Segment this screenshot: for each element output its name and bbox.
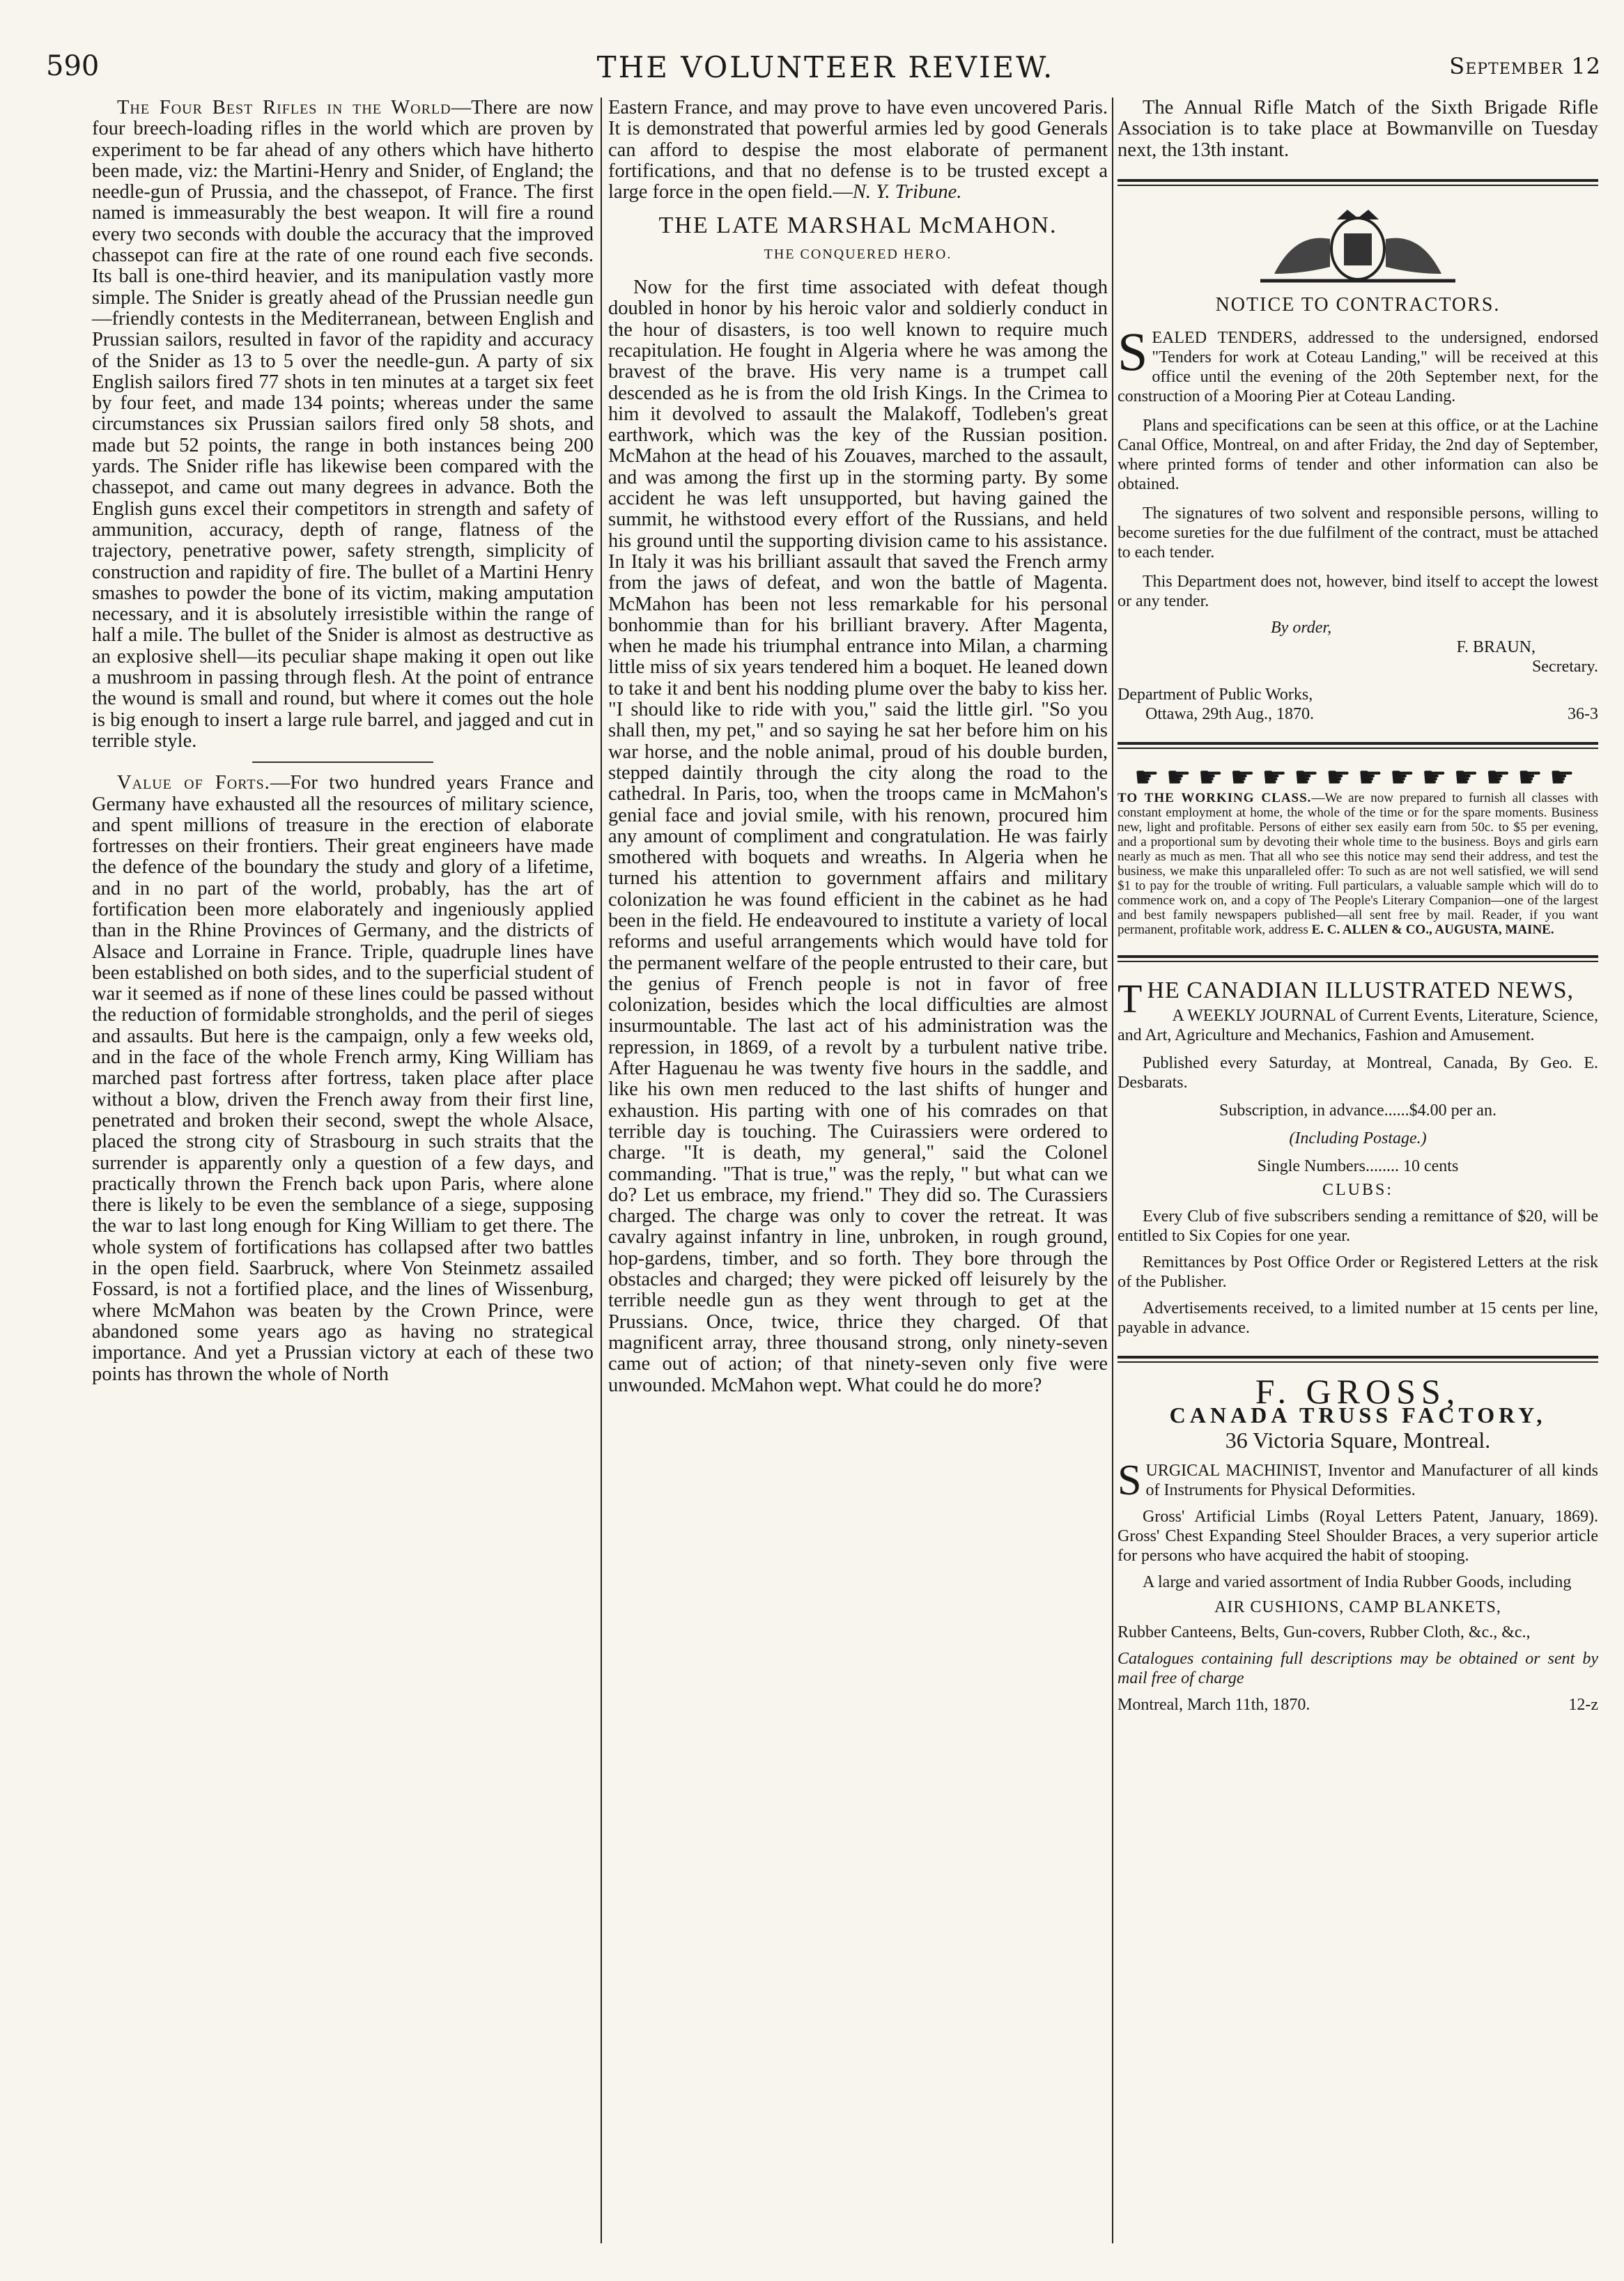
notice-p1-text: EALED TENDERS, addressed to the undersigned, endorsed "Tenders for work at Coteau Landing," will be received at this office until the evening of the 20th September next, for the construction of a Mooring Pier at Coteau Landing. — [1118, 329, 1598, 406]
article-rifles-heading: The Four Best Rifles in the World — [117, 97, 451, 118]
cin-published: Published every Saturday, at Montreal, Canada, By Geo. E. Desbarats. — [1118, 1053, 1598, 1092]
gross-dropcap: S — [1118, 1456, 1142, 1504]
cin-postage: (Including Postage.) — [1289, 1129, 1427, 1147]
mcmahon-body: Now for the first time associated with defeat though doubled in honor by his heroic valor and soldierly conduct in the hour of disasters, is too well known to require much recapitulation. He fought in Algeria where he was among the bravest of the brave. His very name is a trumpet call descended as he is from the old Irish Kings. In the Crimea to him it devolved to assault the Malakoff, Todleben's great earthwork, which was the key of the Russian position. McMahon at the head of his Zouaves, marched to the assault, and was among the first up in the storming party. By some accident he was left unsupported, but having gained the summit, he withstood every effort of the Russians, and held his ground until the supporting division came to his assistance. In Italy it was his brilliant assault that saved the French army from the jaws of defeat, and won the battle of Magenta. McMahon has been not less remarkable for his personal bonhommie than for his brilliant bravery. After Magenta, when he made his triumphal entrance into Milan, a charming little miss of six years tendered him a boquet. He leaned down to take it and bent his nodding plume over the baby to kiss her. "I should like to ride with you," said the little girl. "So you shall then, my pet," and so saying he sat her before him on his war horse, and the noble animal, proud of his double burden, stepped daintily through the city along the road to the cathedral. In Paris, too, when the troops came in McMahon's genial face and jovial smile, with his renown, procured him any amount of compliment and congratulation. He was fairly smothered with boquets and wreaths. In Algeria when he turned his attention to government affairs and military colonization he was found efficient in the cabinet as he had been in the field. He endeavoured to institute a variety of local reforms and useful arrangements which would have told for the permanent welfare of the people entrusted to their care, but the genius of French people is not in favor of free colonization, besides which the local difficulties are almost insurmountable. The last act of his administration was the repression, in 1869, of a revolt by a turbulent native tribe. After Haguenau he was twenty five hours in the saddle, and like his own men reduced to the last shifts of hunger and exhaustion. His parting with one of his comrades on that terrible day is touching. The Cuirassiers were ordered to charge. "It is death, my general," said the Colonel commanding. "That is true," was the reply, " but what can we do? Let us embrace, my friend." They did so. The Curassiers charged. The charge was only to cover the retreat. It was cavalry against infantry in line, unbroken, in rough ground, hop-gardens, timber, and so forth. They bore through the obstacles and charged; they were picked off leisurely by the terrible needle gun as they went through to get at the Prussians. Once, twice, thrice they charged. Of that magnificent array, three thousand strong, only ninety-seven came out of action; of that ninety-seven only five were unwounded. McMahon wept. What could he do more? — [608, 277, 1108, 1396]
gross-ad — [1118, 1456, 1598, 1715]
cin-dropcap: T — [1118, 976, 1143, 1022]
cin-subscription: Subscription, in advance......$4.00 per an. — [1219, 1101, 1497, 1120]
cin-description: A WEEKLY JOURNAL of Current Events, Literature, Science, and Art, Agriculture and Mechanics, Fashion and Amusement. — [1118, 1006, 1598, 1044]
notice-signer-title: Secretary. — [1531, 658, 1598, 676]
working-class-body: —We are now prepared to furnish all classes with constant employment at home, the whole of the time or for the spare moments. Business new, light and profitable. Persons of either sex easily earn from 50c. to $5 per evening, and a proportional sum by devoting their whole time to the business. Boys and girls earn nearly as much as men. That all who see this notice may send their address, and test the business, we make this unparalleled offer: To such as are not well satisfied, we will send $1 to pay for the trouble of writing. Full particulars, a valuable sample which will do to commence work on, and a copy of The People's Literary Companion—one of the largest and best family newspapers published—all sent free by mail. Reader, if you want permanent, profitable work, address — [1118, 791, 1599, 938]
section-divider-3 — [1118, 955, 1598, 962]
column-three — [1118, 98, 1598, 1715]
clubs-title: CLUBS: — [1322, 1180, 1394, 1199]
notice-date-text: Ottawa, 29th Aug., 1870. — [1145, 705, 1314, 724]
notice-code: 36-3 — [1568, 705, 1598, 724]
notice-paragraph-1 — [1118, 321, 1598, 406]
gross-paragraph-5: Rubber Canteens, Belts, Gun-covers, Rubber Cloth, &c., &c., — [1118, 1623, 1531, 1641]
notice-order: By order, — [1271, 619, 1332, 637]
royal-crest-icon — [1232, 204, 1483, 288]
column-rule-right — [1112, 98, 1113, 2243]
notice-paragraph-2: Plans and specifications can be seen at this office, or at the Lachine Canal Office, Montreal, on and after Friday, the 2nd day of September, where printed forms of tender and other information can also be obtained. — [1118, 417, 1598, 494]
gross-catalogue: Catalogues containing full descriptions may be obtained or sent by mail free of charge — [1118, 1649, 1598, 1687]
gross-paragraph-3: A large and varied assortment of India Rubber Goods, including — [1143, 1572, 1572, 1591]
article-forts-body: —For two hundred years France and Germany have exhausted all the resources of military science, and spent millions of treasure in the erection of elaborate fortresses on their frontiers. Their great engineers have made the defence of the boundary the study and glory of a lifetime, and in no part of the world, probably, has the art of fortification been more elaborately and ingeniously applied than in the Rhine Provinces of Germany, and the districts of Alsace and Lorraine in France. Triple, quadruple lines have been established on both sides, and to the superficial student of war it seemed as if none of these lines could be passed without the reduction of formidable strongholds, and the peril of sieges and assaults. But here is the campaign, only a few weeks old, and in the face of the whole French army, King William has marched past fortress after fortress, taken place after place without a blow, driven the French away from their first line, penetrated and broken their second, swept the whole Alsace, placed the strong city of Strasbourg in such straits that the surrender is apparently only a question of a few days, and practically thrown the French back upon Paris, where alone there is likely to be even the semblance of a siege, supposing the war to last long enough for King William to get there. The whole system of fortifications has collapsed after two battles in the open field. Saarbruck, where Von Steinmetz assailed Fossard, is not a fortified place, and the lines of Wissenburg, where McMahon was beaten by the Crown Prince, were abandoned some years ago as having no strategical importance. And yet a Prussian victory at each of these two points has thrown the whole of North — [92, 772, 594, 1385]
masthead-title: THE VOLUNTEER REVIEW. — [596, 50, 1055, 84]
notice-department-date — [1118, 704, 1598, 724]
column-one — [92, 98, 594, 1385]
mcmahon-heading: THE LATE MARSHAL McMAHON. — [658, 212, 1058, 239]
cin-single-numbers: Single Numbers........ 10 cents — [1257, 1157, 1459, 1175]
continued-text: Eastern France, and may prove to have even uncovered Paris. It is demonstrated that powerful armies led by good Generals can afford to despise the most elaborate of permanent fortifications, and that no defense is to be trusted except a large force in the open field.— — [608, 97, 1108, 203]
article-rifles — [92, 98, 594, 752]
article-divider — [252, 761, 433, 763]
working-class-address: E. C. ALLEN & CO., AUGUSTA, MAINE. — [1311, 922, 1554, 938]
working-class-ad — [1118, 791, 1598, 937]
notice-paragraph-4: This Department does not, however, bind itself to accept the lowest or any tender. — [1118, 573, 1598, 611]
notice-dropcap: S — [1118, 321, 1148, 382]
section-divider-2 — [1118, 742, 1598, 749]
gross-p1-text: URGICAL MACHINIST, Inventor and Manufacturer of all kinds of Instruments for Physical Deformities. — [1145, 1461, 1598, 1499]
gross-date-line — [1118, 1695, 1598, 1715]
gross-business: CANADA TRUSS FACTORY, — [1169, 1402, 1547, 1428]
continued-source: N. Y. Tribune. — [852, 181, 962, 203]
article-forts-continued — [608, 98, 1108, 203]
tender-notice — [1118, 321, 1598, 724]
rifle-match-notice: The Annual Rifle Match of the Sixth Brigade Rifle Association is to take place at Bowmanville on Tuesday next, the 13th instant. — [1118, 97, 1598, 161]
pointing-hands-icon: ☛☛☛☛☛☛☛☛☛☛☛☛☛☛ — [1134, 761, 1582, 794]
section-divider-4 — [1118, 1356, 1598, 1363]
mcmahon-subheading: THE CONQUERED HERO. — [764, 246, 952, 262]
gross-paragraph-1 — [1118, 1456, 1598, 1504]
article-forts-heading: Value of Forts. — [117, 772, 270, 794]
article-forts — [92, 773, 594, 1385]
column-rule-left — [601, 98, 602, 2243]
gross-code: 12-z — [1568, 1695, 1598, 1714]
notice-title: NOTICE TO CONTRACTORS. — [1215, 293, 1501, 316]
notice-signer: F. BRAUN, — [1456, 638, 1536, 657]
article-rifles-body: —There are now four breech-loading rifles in the world which are proven by experiment to be far ahead of any others which have hitherto been made, viz: the Martini-Henry and Snider, of England; the needle-gun of Prussia, and the chassepot, of France. The first named is immeasurably the best weapon. It will fire a round every two seconds with double the accuracy that the improved chassepot can fire at the rate of one round each five seconds. Its ball is one-third heavier, and its manipulation vastly more simple. The Snider is greatly ahead of the Prussian needle gun—friendly contests in the Mediterranean, between English and Prussian sailors, resulted in favor of the rapidity and accuracy of the Snider as 13 to 5 over the needle-gun. A party of six English sailors fired 77 shots in ten minutes at a target six feet by four feet, and made 134 points; whereas under the same circumstances six Prussian sailors fired only 58 shots, and made but 52 points, the range in both instances being 200 yards. The Snider rifle has likewise been compared with the chassepot, and came out many degrees in advance. Both the English guns excel their competitors in strength and safety of ammunition, accuracy, depth of range, flatness of the trajectory, penetrative power, safety strength, simplicity of construction and rapidity of fire. The bullet of a Martini Henry smashes to powder the bone of its victim, making amputation necessary, and it is absolutely irresistible within the range of half a mile. The bullet of the Snider is almost as destructive as an explosive shell—its peculiar shape making it open out like a mushroom in passing through flesh. At the point of entrance the wound is small and round, but where it comes out the hole is big enough to insert a large rule barrel, and jagged and cut in terrible style. — [92, 97, 594, 752]
gross-paragraph-2: Gross' Artificial Limbs (Royal Letters Patent, January, 1869). Gross' Chest Expanding Steel Shoulder Braces, a very superior article for persons who have acquired the habit of stooping. — [1118, 1507, 1598, 1565]
issue-date: September 12 — [1449, 53, 1601, 79]
cin-block — [1118, 1006, 1598, 1338]
notice-paragraph-3: The signatures of two solvent and responsible persons, willing to become sureties for the due fulfilment of the contract, must be attached to each tender. — [1118, 504, 1598, 562]
section-divider — [1118, 179, 1598, 186]
page-header — [42, 46, 1609, 88]
clubs-paragraph-2: Remittances by Post Office Order or Registered Letters at the risk of the Publisher. — [1118, 1253, 1598, 1291]
clubs-paragraph-3: Advertisements received, to a limited number at 15 cents per line, payable in advance. — [1118, 1299, 1598, 1337]
column-two — [608, 98, 1108, 1396]
clubs-paragraph-1: Every Club of five subscribers sending a remittance of $20, will be entitled to Six Copies for one year. — [1118, 1207, 1598, 1245]
cin-title-text: HE CANADIAN ILLUSTRATED NEWS, — [1147, 977, 1575, 1004]
working-class-heading: TO THE WORKING CLASS. — [1118, 791, 1312, 806]
gross-name: F. GROSS, — [1255, 1371, 1461, 1411]
gross-date: Montreal, March 11th, 1870. — [1118, 1695, 1310, 1714]
cin-title — [1118, 976, 1598, 1022]
gross-address: 36 Victoria Square, Montreal. — [1225, 1428, 1491, 1453]
gross-paragraph-4: AIR CUSHIONS, CAMP BLANKETS, — [1214, 1598, 1501, 1616]
page-number: 590 — [46, 50, 100, 82]
notice-department: Department of Public Works, — [1118, 686, 1313, 704]
